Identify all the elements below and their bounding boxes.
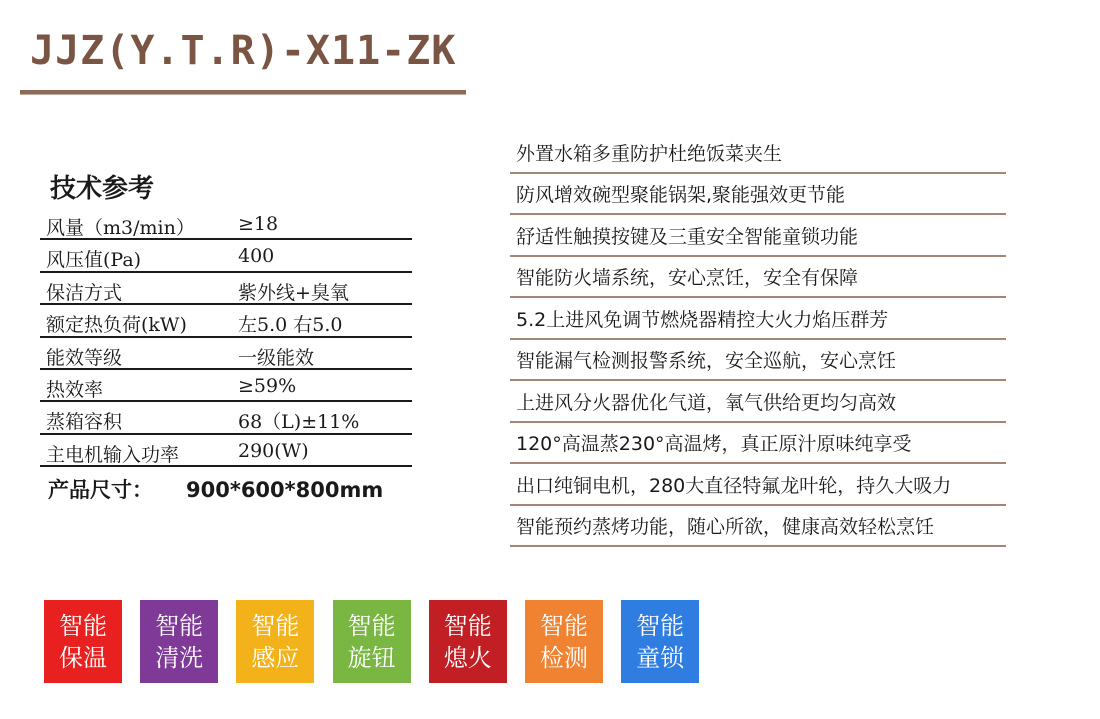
spec-value: 紫外线+臭氧 [238, 281, 349, 304]
page-title: JJZ(Y.T.R)-X11-ZK [30, 28, 457, 74]
spec-row [40, 338, 412, 370]
spec-label: 热效率 [46, 378, 104, 401]
spec-row [40, 208, 412, 240]
feature-item [510, 298, 1006, 340]
feature-text: 上进风分火器优化气道，氧气供给更均匀高效 [516, 391, 897, 414]
badge-line1: 智能 [540, 612, 588, 640]
feature-item [510, 506, 1006, 548]
badge-line1: 智能 [155, 612, 204, 640]
feature-text: 智能漏气检测报警系统，安全巡航，安心烹饪 [516, 350, 897, 372]
spec-label: 保洁方式 [46, 281, 123, 304]
product-size [48, 474, 383, 504]
feature-text: 外置水箱多重防护杜绝饭菜夹生 [516, 142, 783, 165]
feature-text: 舒适性触摸按键及三重安全智能童锁功能 [516, 225, 859, 248]
spec-value: 68（L)±11% [238, 411, 360, 434]
spec-value: 左5.0 右5.0 [238, 314, 343, 337]
spec-label: 主电机输入功率 [46, 443, 180, 466]
feature-list [510, 132, 1006, 547]
badge-line2: 旋钮 [347, 644, 396, 672]
spec-value: ≥18 [238, 213, 279, 235]
badge-line1: 智能 [59, 612, 107, 640]
badge-line2: 清洗 [155, 644, 204, 672]
feature-text: 防风增效碗型聚能锅架,聚能强效更节能 [516, 184, 846, 206]
feature-badge [429, 600, 507, 683]
spec-table [40, 208, 412, 467]
product-size-label: 产品尺寸： [48, 478, 153, 502]
badge-line2: 熄火 [443, 644, 492, 672]
spec-value: 一级能效 [238, 346, 315, 369]
badge-line1: 智能 [443, 612, 492, 640]
badge-line1: 智能 [347, 612, 396, 640]
feature-item [510, 132, 1006, 174]
feature-text: 智能预约蒸烤功能，随心所欲，健康高效轻松烹饪 [516, 516, 935, 538]
spec-row [40, 305, 412, 337]
feature-text: 出口纯铜电机，280大直径特氟龙叶轮，持久大吸力 [516, 474, 952, 497]
spec-row [40, 240, 412, 272]
badge-line2: 童锁 [636, 644, 685, 672]
badge-line2: 检测 [540, 644, 588, 672]
feature-badge [236, 600, 314, 683]
feature-badge [621, 600, 699, 683]
badge-line1: 智能 [251, 612, 300, 640]
feature-item [510, 340, 1006, 382]
badge-line2: 感应 [251, 644, 300, 672]
feature-item [510, 464, 1006, 506]
feature-badge [140, 600, 218, 683]
spec-label: 蒸箱容积 [46, 411, 123, 434]
feature-text: 5.2上进风免调节燃烧器精控大火力焰压群芳 [516, 308, 889, 331]
feature-item [510, 423, 1006, 465]
feature-text: 智能防火墙系统，安心烹饪，安全有保障 [516, 267, 859, 289]
spec-heading: 技术参考 [50, 174, 155, 204]
feature-item [510, 174, 1006, 216]
title-underline-thin [20, 94, 466, 95]
spec-value: 400 [238, 245, 275, 268]
feature-item [510, 257, 1006, 299]
feature-badge [44, 600, 122, 683]
spec-value: ≥59% [238, 374, 297, 397]
feature-item [510, 215, 1006, 257]
spec-value: 290(W) [238, 439, 309, 462]
spec-label: 风量（m3/min） [46, 217, 195, 239]
product-size-value: 900*600*800mm [186, 478, 384, 502]
spec-label: 能效等级 [46, 346, 123, 369]
spec-row [40, 273, 412, 305]
spec-row [40, 402, 412, 434]
spec-row [40, 370, 412, 402]
feature-text: 120°高温蒸230°高温烤，真正原汁原味纯享受 [516, 433, 912, 455]
spec-row [40, 435, 412, 467]
feature-badge [333, 600, 411, 683]
badge-line2: 保温 [59, 644, 107, 672]
feature-badge [525, 600, 603, 683]
spec-label: 风压值(Pa) [46, 249, 142, 272]
badge-line1: 智能 [636, 612, 685, 640]
spec-label: 额定热负荷(kW) [46, 314, 187, 337]
feature-item [510, 381, 1006, 423]
